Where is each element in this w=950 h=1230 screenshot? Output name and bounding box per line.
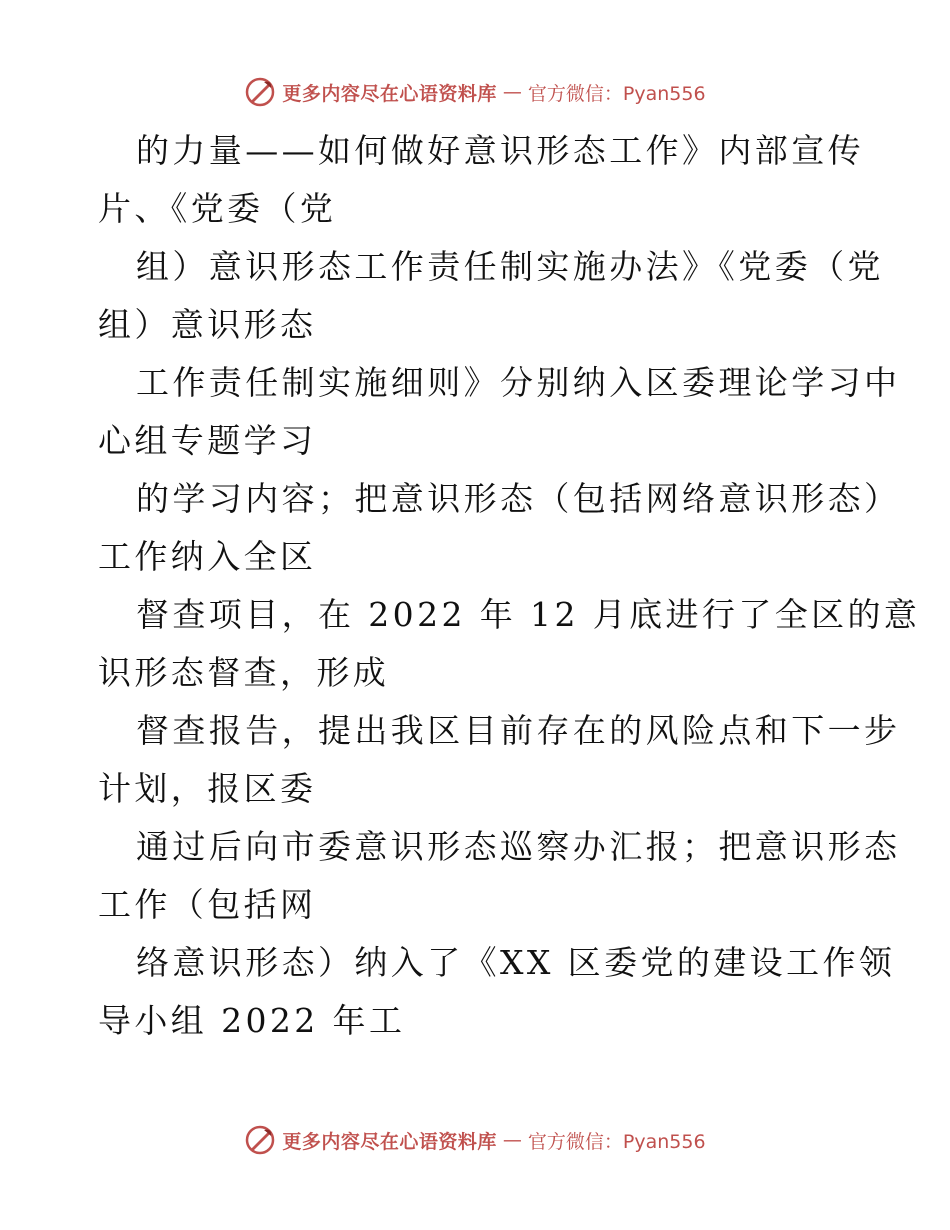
body-text-line: 工作（包括网 [98,885,317,924]
body-text-line: 工作纳入全区 [98,537,317,576]
footer-wechat-text: 官方微信：Pyan556 [527,1130,706,1153]
body-text-line: 督查项目，在 2022 年 12 月底进行了全区的意 [136,595,921,634]
body-text-line: 的力量——如何做好意识形态工作》内部宣传 [136,131,864,170]
body-text-line: 组）意识形态 [98,305,317,344]
header-brand-text: 更多内容尽在心语资料库 [282,82,497,105]
header-banner [0,72,950,112]
body-text-line: 片、《党委（党 [98,189,337,228]
body-text-line: 计划，报区委 [98,769,317,808]
document-body [98,122,921,1050]
quill-logo-icon [244,1124,276,1156]
body-text-line: 组）意识形态工作责任制实施办法》《党委（党 [136,247,884,286]
body-text-line: 督查报告，提出我区目前存在的风险点和下一步 [136,711,901,750]
footer-banner [0,1120,950,1160]
footer-brand-text: 更多内容尽在心语资料库 [282,1130,497,1153]
body-text-line: 络意识形态）纳入了《XX 区委党的建设工作领 [136,943,896,982]
body-text-line: 通过后向市委意识形态巡察办汇报；把意识形态 [136,827,901,866]
body-text-line: 导小组 2022 年工 [98,1001,406,1040]
body-text-line: 心组专题学习 [98,421,317,460]
header-wechat-text: 官方微信：Pyan556 [527,82,706,105]
quill-logo-icon [244,76,276,108]
body-text-line: 识形态督查，形成 [98,653,390,692]
body-text-line: 的学习内容；把意识形态（包括网络意识形态） [136,479,901,518]
footer-separator: — [502,1129,522,1151]
body-text-line: 工作责任制实施细则》分别纳入区委理论学习中 [136,363,901,402]
header-separator: — [502,81,522,103]
